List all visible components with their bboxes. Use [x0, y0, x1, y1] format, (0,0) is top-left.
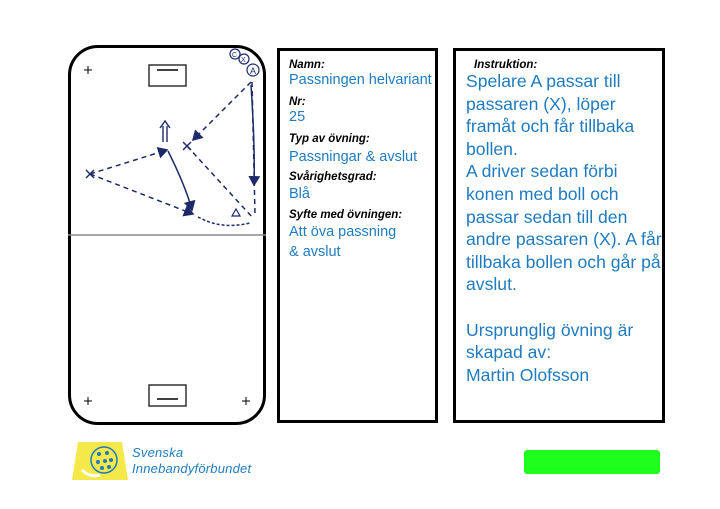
nr-label: Nr:	[289, 96, 306, 108]
exercise-info-panel	[277, 48, 438, 423]
name-label: Namn:	[289, 59, 325, 71]
nr-value: 25	[289, 109, 306, 125]
skating-paths	[168, 85, 254, 225]
top-goal-crease	[149, 65, 186, 86]
difficulty-label: Svårighetsgrad:	[289, 171, 377, 183]
rink-diagram	[68, 45, 266, 425]
cone-icon	[232, 209, 240, 216]
instruction-text	[466, 70, 664, 386]
difficulty-value: Blå	[289, 186, 310, 202]
instruction-author: Martin Olofsson	[466, 364, 590, 385]
name-value: Passningen helvariant	[289, 72, 432, 88]
drill-diagram	[68, 45, 266, 425]
pass-lines	[90, 82, 255, 218]
purpose-label: Syfte med övningen:	[289, 209, 403, 221]
logo-text-line2: Innebandyförbundet	[132, 461, 252, 476]
green-action-button[interactable]	[524, 450, 660, 474]
type-label: Typ av övning:	[289, 133, 370, 145]
instruction-paragraph: Ursprunglig övning är skapad av:	[466, 319, 634, 363]
cone-marker: C	[232, 52, 238, 59]
instruction-paragraph: A driver sedan förbi konen med boll och passar sedan till den andre passaren (X). A får tillbaka bollen och går på avslut.	[466, 161, 662, 295]
forward-arrow-icon	[160, 121, 170, 142]
instruction-panel	[453, 48, 665, 423]
instruction-paragraph: Spelare A passar till passaren (X), löper framåt och får tillbaka bollen.	[466, 71, 635, 159]
instruction-label: Instruktion:	[474, 59, 538, 71]
floorball-logo-icon	[70, 440, 130, 482]
passer-marker: X	[241, 57, 246, 64]
sib-logo	[70, 440, 270, 482]
player-a-marker: A	[250, 66, 257, 76]
bottom-goal-crease	[149, 385, 186, 406]
purpose-value-line1: Att öva passning	[289, 224, 397, 240]
passer-marks	[86, 142, 191, 178]
logo-text-line1: Svenska	[132, 445, 184, 460]
purpose-value-line2: & avslut	[289, 244, 341, 260]
type-value: Passningar & avslut	[289, 149, 418, 165]
